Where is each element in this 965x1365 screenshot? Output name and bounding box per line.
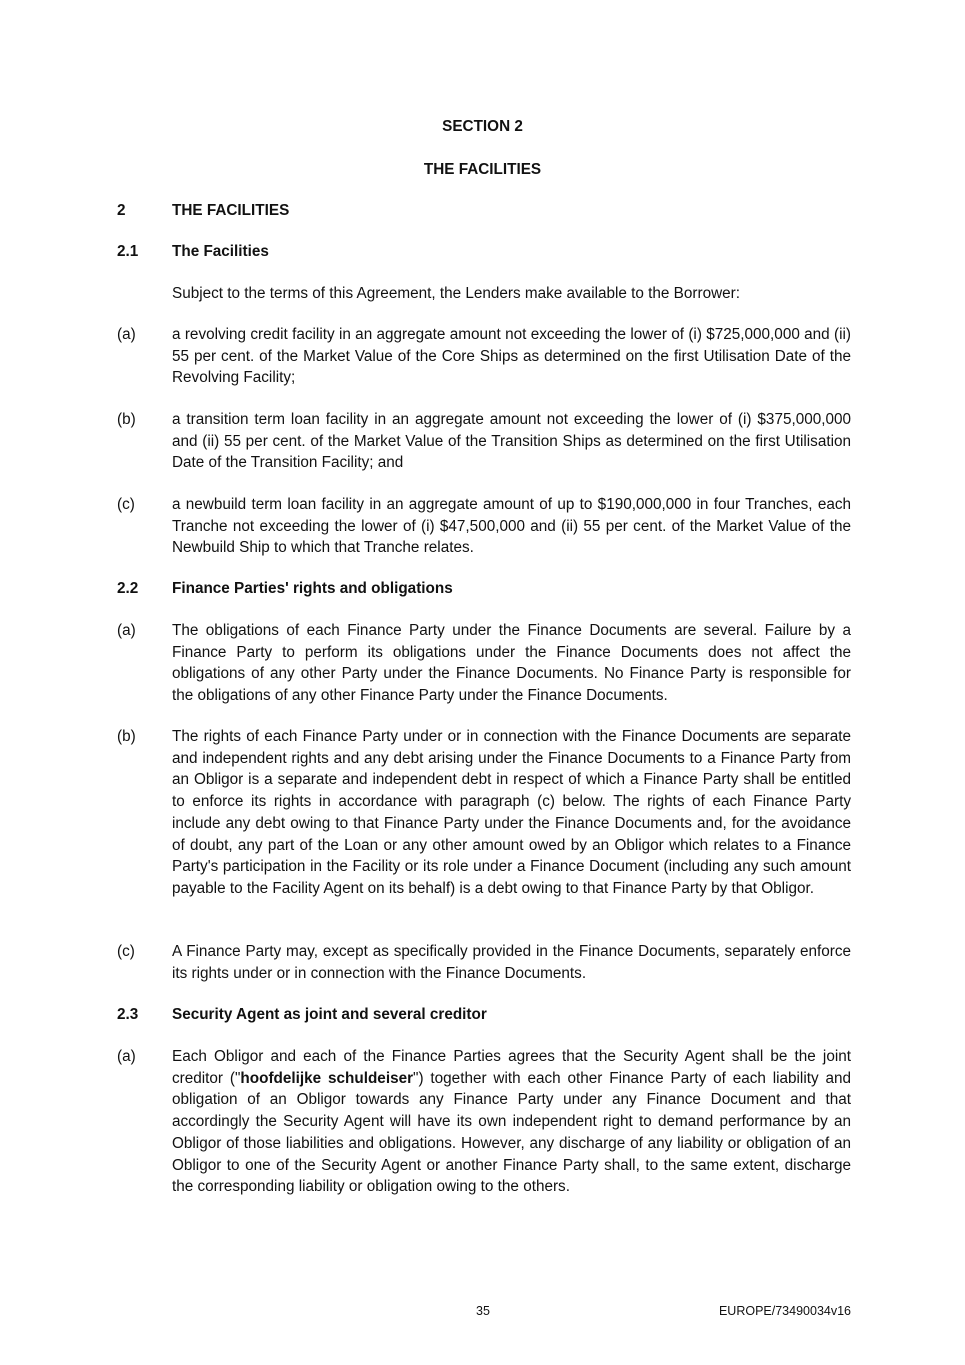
clause-number: 2 [117, 202, 126, 219]
clause-2-3-number: 2.3 [117, 1006, 139, 1023]
clause-2-3-title: Security Agent as joint and several creditor [172, 1006, 487, 1023]
clause-title: THE FACILITIES [172, 202, 290, 219]
page-number: 35 [476, 1304, 490, 1318]
list-item-label: (c) [117, 496, 135, 513]
list-item-label: (a) [117, 1048, 136, 1065]
clause-2-1-item-c: a newbuild term loan facility in an aggregate amount of up to $190,000,000 in four Tranches, each Tranche not exceeding the lower of (i) $47,500,000 and (ii) 55 per cent. of the Market Value of the Newbuild Ship to which that Tranche relates. [172, 496, 851, 557]
list-item-label: (c) [117, 943, 135, 960]
list-item-label: (a) [117, 326, 136, 343]
clause-2-1-intro: Subject to the terms of this Agreement, the Lenders make available to the Borrower: [172, 285, 740, 302]
document-reference: EUROPE/73490034v16 [718, 1304, 851, 1318]
clause-2-2-item-a: The obligations of each Finance Party under the Finance Documents are several. Failure by a Finance Party to perform its obligations under the Finance Documents does not affect the obligations of any other Party under the Finance Documents. No Finance Party is responsible for the obligations of any other Finance Party under the Finance Documents. [172, 622, 851, 705]
clause-2-2-item-b: The rights of each Finance Party under or in connection with the Finance Documents are separate and independent rights and any debt arising under the Finance Documents to a Finance Party from an Obligor is a separate and independent debt in respect of which a Finance Party shall be entitled to enforce its rights in accordance with paragraph (c) below. The rights of each Finance Party include any debt owing to that Finance Party under the Finance Documents and, for the avoidance of doubt, any part of the Loan or any other amount owed by an Obligor which relates to a Finance Party's participation in the Facility or its role under a Finance Document (including any such amount payable to the Facility Agent on its behalf) is a debt owing to that Finance Party by that Obligor. [172, 728, 851, 897]
clause-2-3-text-after: ") together with each other Finance Party of each liability and obligation of an Obligor towards any Finance Party under any Finance Document and that accordingly the Security Agent will have its own independent right to demand performance by an Obligor of those liabilities and obligations. However, any discharge of any liability or obligation of an Obligor to one of the Security Agent or another Finance Party shall, to the same extent, discharge the corresponding liability or obligation owing to the others. [172, 1069, 852, 1196]
list-item-label: (b) [117, 411, 136, 428]
clause-2-2-item-c: A Finance Party may, except as specifically provided in the Finance Documents, separately enforce its rights under or in connection with the Finance Documents. [172, 943, 851, 982]
defined-term: hoofdelijke schuldeiser [240, 1069, 414, 1087]
list-item-label: (a) [117, 622, 136, 639]
section-label: SECTION 2 [442, 118, 523, 135]
clause-2-1-number: 2.1 [117, 243, 139, 260]
clause-2-1-item-a: a revolving credit facility in an aggregate amount not exceeding the lower of (i) $725,000,000 and (ii) 55 per cent. of the Market Value of the Core Ships as determined on the first Utilisation Date of the Revolving Facility; [172, 326, 851, 387]
clause-2-2-title: Finance Parties' rights and obligations [172, 580, 453, 597]
clause-2-1-item-b: a transition term loan facility in an aggregate amount not exceeding the lower of (i) $375,000,000 and (ii) 55 per cent. of the Market Value of the Transition Ships as determined on the first Utilisation Date of the Transition Facility; and [172, 411, 851, 472]
clause-2-2-number: 2.2 [117, 580, 139, 597]
list-item-label: (b) [117, 728, 136, 745]
clause-2-3-text-before: Each Obligor and each of the Finance Parties agrees that the Security Agent shall be the joint creditor (" [172, 1048, 851, 1087]
section-title: THE FACILITIES [423, 161, 542, 178]
clause-2-3-item-a [172, 1046, 851, 1198]
clause-2-1-title: The Facilities [172, 243, 269, 260]
